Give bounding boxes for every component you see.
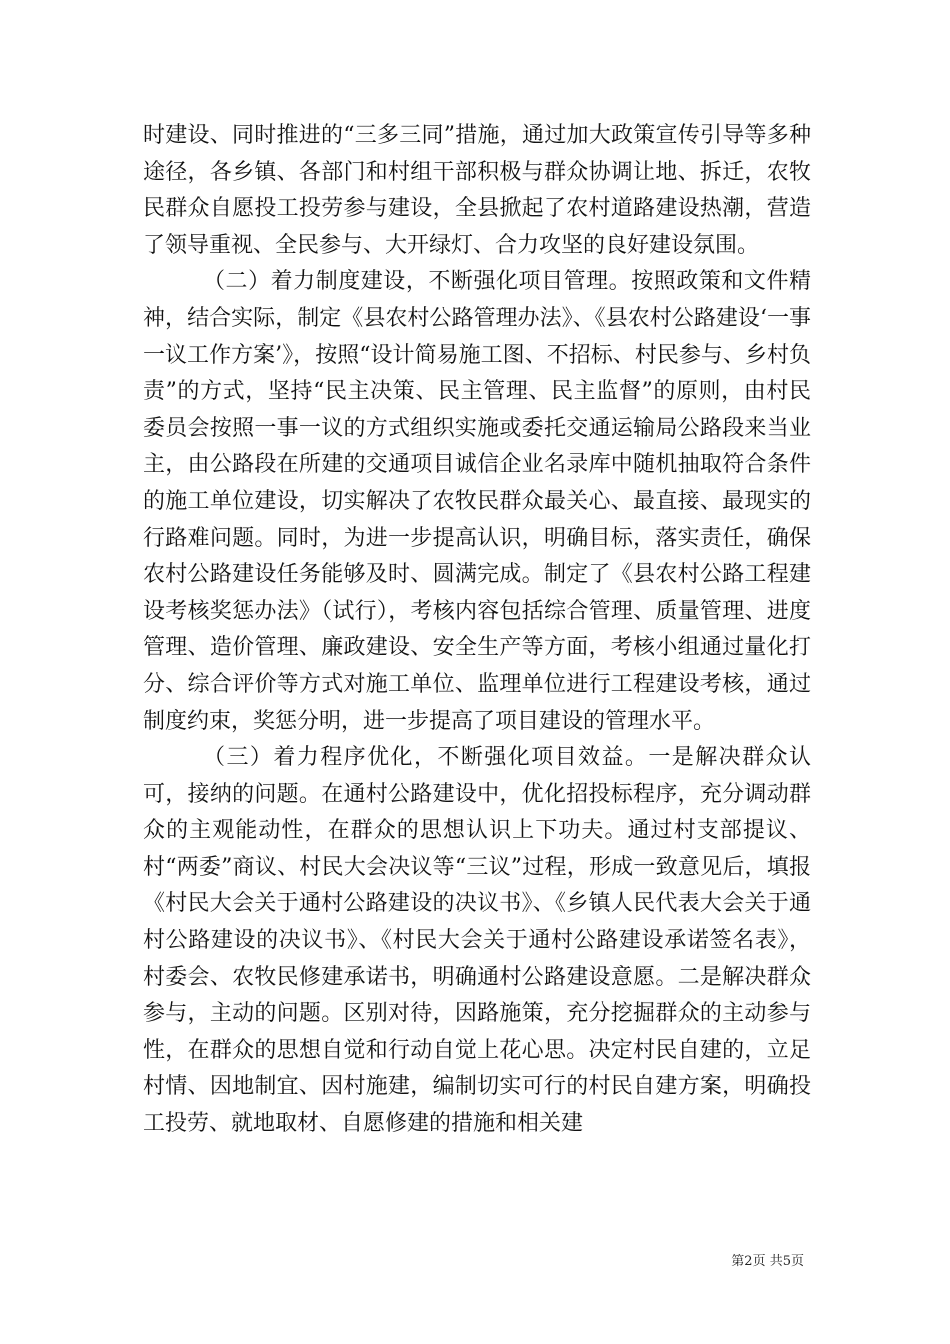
page-footer <box>731 1250 804 1269</box>
page-number: 2 <box>744 1254 753 1269</box>
page-total: 5 <box>782 1254 791 1269</box>
paragraph-1: 时建设、同时推进的“三多三同”措施，通过加大政策宣传引导等多种途径，各乡镇、各部门和村组干部积极与群众协调让地、拆迁，农牧民群众自愿投工投劳参与建设，全县掀起了农村道路建设热潮，营造了领导重视、全民参与、大开绿灯、合力攻坚的良好建设氛围。 <box>143 123 811 258</box>
footer-prefix: 第 <box>731 1254 745 1269</box>
footer-middle: 页 共 <box>752 1254 783 1269</box>
paragraph-3: （三）着力程序优化，不断强化项目效益。一是解决群众认可，接纳的问题。在通村公路建设中，优化招投标程序，充分调动群众的主观能动性，在群众的思想认识上下功夫。通过村支部提议、村“两委”商议、村民大会决议等“三议”过程，形成一致意见后，填报《村民大会关于通村公路建设的决议书》、《乡镇人民代表大会关于通村公路建设的决议书》、《村民大会关于通村公路建设承诺签名表》，村委会、农牧民修建承诺书，明确通村公路建设意愿。二是解决群众参与，主动的问题。区别对待，因路施策，充分挖掘群众的主动参与性，在群众的思想自觉和行动自觉上花心思。决定村民自建的，立足村情、因地制宜、因村施建，编制切实可行的村民自建方案，明确投工投劳、就地取材、自愿修建的措施和相关建 <box>143 745 811 1137</box>
footer-suffix: 页 <box>790 1254 804 1269</box>
paragraph-2: （二）着力制度建设，不断强化项目管理。按照政策和文件精神，结合实际，制定《县农村公路管理办法》、《县农村公路建设‘一事一议工作方案’》，按照“设计简易施工图、不招标、村民参与、乡村负责”的方式，坚持“民主决策、民主管理、民主监督”的原则，由村民委员会按照一事一议的方式组织实施或委托交通运输局公路段来当业主，由公路段在所建的交通项目诚信企业名录库中随机抽取符合条件的施工单位建设，切实解决了农牧民群众最关心、最直接、最现实的行路难问题。同时，为进一步提高认识，明确目标，落实责任，确保农村公路建设任务能够及时、圆满完成。制定了《县农村公路工程建设考核奖惩办法》（试行），考核内容包括综合管理、质量管理、进度管理、造价管理、廉政建设、安全生产等方面，考核小组通过量化打分、综合评价等方式对施工单位、监理单位进行工程建设考核，通过制度约束，奖惩分明，进一步提高了项目建设的管理水平。 <box>143 269 811 734</box>
body-text <box>143 118 811 1143</box>
